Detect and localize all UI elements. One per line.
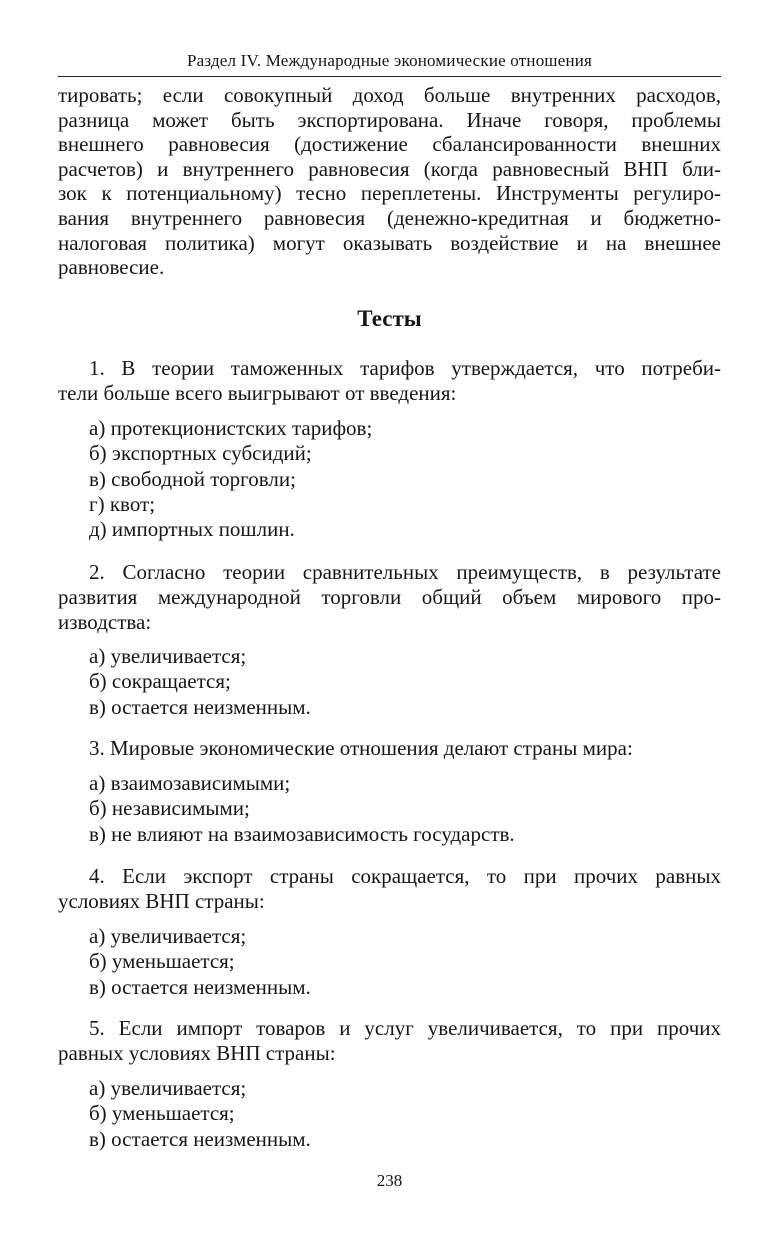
- question-2-options: [89, 644, 311, 720]
- answer-option: б) уменьшается;: [89, 949, 235, 974]
- running-head: Раздел IV. Международные экономические отношения: [186, 51, 593, 70]
- question-line: тели больше всего выигрывают от введения:: [58, 381, 457, 405]
- answer-option: а) увеличивается;: [89, 924, 247, 948]
- answer-option: в) не влияют на взаимозависимость государств.: [89, 821, 515, 846]
- answer-option: д) импортных пошлин.: [89, 517, 295, 542]
- answer-option: в) остается неизменным.: [89, 694, 311, 719]
- question-line: развития международной торговли общий объем мирового про-: [58, 585, 721, 609]
- answer-option: в) свободной торговли;: [89, 466, 296, 491]
- answer-option: в) остается неизменным.: [89, 1126, 311, 1151]
- header-rule: [58, 76, 721, 77]
- question-4-options: [89, 924, 311, 1000]
- page-number: 238: [376, 1171, 403, 1190]
- paragraph-line: равновесие.: [58, 255, 165, 280]
- answer-option: б) независимыми;: [89, 796, 250, 821]
- question-line: 3. Мировые экономические отношения делают страны мира:: [89, 736, 633, 760]
- question-line: условиях ВНП страны:: [58, 889, 265, 913]
- answer-option: б) уменьшается;: [89, 1101, 235, 1126]
- question-line: 2. Согласно теории сравнительных преимуществ, в результате: [89, 560, 721, 584]
- paragraph-line: налоговая политика) могут оказывать воздействие и на внешнее: [58, 230, 721, 255]
- paragraph-line: разница может быть экспортирована. Иначе говоря, проблемы: [58, 107, 721, 132]
- answer-option: а) увеличивается;: [89, 1076, 247, 1100]
- question-line: 4. Если экспорт страны сокращается, то при прочих равных: [89, 864, 721, 888]
- answer-option: б) сокращается;: [89, 669, 231, 694]
- paragraph-line: вания внутреннего равновесия (денежно-кредитная и бюджетно-: [58, 205, 721, 230]
- question-line: изводства:: [58, 610, 152, 634]
- paragraph-line: тировать; если совокупный доход больше внутренних расходов,: [58, 83, 721, 107]
- answer-option: г) квот;: [89, 491, 156, 516]
- question-4-text: [58, 864, 721, 914]
- answer-option: а) протекционистских тарифов;: [89, 416, 373, 440]
- question-line: 5. Если импорт товаров и услуг увеличивается, то при прочих: [89, 1016, 721, 1040]
- answer-option: в) остается неизменным.: [89, 974, 311, 999]
- question-line: 1. В теории таможенных тарифов утверждается, что потреби-: [89, 356, 721, 380]
- question-line: равных условиях ВНП страны:: [58, 1041, 336, 1065]
- answer-option: б) экспортных субсидий;: [89, 441, 312, 466]
- question-5-options: [89, 1076, 311, 1152]
- question-1-text: [58, 356, 721, 406]
- intro-paragraph: [58, 83, 721, 280]
- question-3-options: [89, 771, 515, 847]
- answer-option: а) увеличивается;: [89, 644, 247, 668]
- answer-option: а) взаимозависимыми;: [89, 771, 291, 795]
- question-1-options: [89, 416, 372, 542]
- question-2-text: [58, 560, 721, 635]
- question-3-text: [58, 736, 721, 761]
- paragraph-line: внешнего равновесия (достижение сбалансированности внешних: [58, 132, 721, 157]
- paragraph-line: расчетов) и внутреннего равновесия (когда равновесный ВНП бли-: [58, 156, 721, 181]
- paragraph-line: зок к потенциальному) тесно переплетены. Инструменты регулиро-: [58, 181, 721, 206]
- section-title: Тесты: [357, 306, 422, 331]
- question-5-text: [58, 1016, 721, 1066]
